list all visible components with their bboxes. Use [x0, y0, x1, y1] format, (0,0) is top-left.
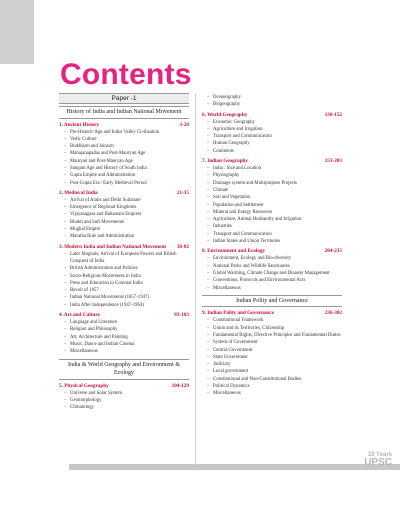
- topic-list: [59, 129, 189, 187]
- right-column: [202, 94, 342, 401]
- toc-section: [59, 190, 189, 241]
- topic-list: [202, 119, 342, 155]
- topic-item: – Conventions, Protocols and Environmental Acts: [207, 277, 342, 284]
- topic-list: [59, 319, 189, 355]
- topic-list: [59, 197, 189, 241]
- topic-item: – Press and Education in Colonial India: [64, 280, 189, 287]
- topic-item: – Arrival of Arabs and Delhi Sultanate: [64, 197, 189, 204]
- topic-list: [202, 165, 342, 245]
- topic-item: – Revolt of 1857: [64, 287, 189, 294]
- topic-item: – Mahajanapadas and Post-Mauryan Age: [64, 150, 189, 157]
- paper-label: Paper -1: [59, 93, 189, 104]
- page-title: Contents: [60, 58, 192, 91]
- topic-item: – Environment, Ecology and Bio-diversity: [207, 255, 342, 262]
- topic-item: – Economic Geography: [207, 119, 342, 126]
- footer-bar: [69, 464, 400, 470]
- part-heading: Indian Polity and Governance: [202, 295, 342, 308]
- section-title: 8. Environment and Ecology: [202, 248, 266, 255]
- part-heading: History of India and Indian National Movement: [59, 106, 189, 119]
- topic-item: – Buddhism and Jainism: [64, 143, 189, 150]
- toc-section: [59, 383, 189, 412]
- topic-item: – Biogeography: [207, 101, 342, 108]
- page-range: 21-35: [176, 189, 189, 196]
- topic-item: – Miscellaneous: [207, 285, 342, 292]
- brand-logo: [364, 452, 392, 468]
- section-title: 2. Medieval India: [59, 189, 98, 196]
- topic-item: – Socio-Religious Movements in India: [64, 273, 189, 280]
- topic-item: – Language and Literature: [64, 319, 189, 326]
- topic-list: [202, 317, 342, 397]
- page-range: 204-235: [324, 248, 342, 255]
- left-column: [59, 93, 189, 414]
- topic-item: – Continents: [207, 148, 342, 155]
- section-title: 3. Modern India and Indian National Movement: [59, 243, 167, 250]
- topic-list: [59, 251, 189, 309]
- topic-item: – Miscellaneous: [207, 390, 342, 397]
- section-title: 5. Physical Geography: [59, 382, 109, 389]
- topic-list: [202, 255, 342, 291]
- page-range: 104-129: [171, 382, 189, 389]
- topic-item: – System of Government: [207, 339, 342, 346]
- toc-section: [202, 310, 342, 397]
- brand-years: 32 Years: [367, 452, 392, 458]
- topic-item: – Post-Gupta Era / Early Medieval Period: [64, 180, 189, 187]
- topic-item: – Universe and Solar System: [64, 390, 189, 397]
- topic-item: – India : Size and Location: [207, 165, 342, 172]
- topic-item: – Climate: [207, 187, 342, 194]
- topic-item: – Agriculture, Animal Husbandry and Irrigation: [207, 216, 342, 223]
- page-range: 130-152: [324, 111, 342, 118]
- page-range: 3-20: [179, 121, 189, 128]
- topic-item: – Mineral and Energy Resources: [207, 209, 342, 216]
- topic-item: – Human Geography: [207, 140, 342, 147]
- brand-exam: UPSC: [364, 457, 392, 468]
- topic-item: – Maratha Rule and Administration: [64, 233, 189, 240]
- section-heading[interactable]: [202, 248, 342, 255]
- topic-item: – Judiciary: [207, 361, 342, 368]
- topic-item: – Transport and Communication: [207, 231, 342, 238]
- section-title: 9. Indian Polity and Governance: [202, 310, 274, 317]
- topic-list: [202, 94, 342, 109]
- toc-section: [202, 94, 342, 109]
- topic-item: – Central Government: [207, 347, 342, 354]
- topic-item: – Vijayanagara and Bahamani Empires: [64, 211, 189, 218]
- part-heading: India & World Geography and Environment & Ecology: [59, 359, 189, 380]
- column-divider: [195, 93, 196, 471]
- topic-item: – Pre-Historic Age and Indus Valley Civilisation: [64, 129, 189, 136]
- topic-item: – British Administration and Policies: [64, 265, 189, 272]
- topic-item: – Global Warming, Climate Change and Disaster Management: [207, 270, 342, 277]
- section-heading[interactable]: [59, 244, 189, 251]
- topic-item: – India After Independence (1947-1964): [64, 302, 189, 309]
- topic-item: – Constitutional Framework: [207, 317, 342, 324]
- topic-item: – Soil and Vegetation: [207, 194, 342, 201]
- page-range: 36-82: [176, 243, 189, 250]
- section-heading[interactable]: [59, 312, 189, 319]
- toc-section: [59, 244, 189, 309]
- topic-item: – Miscellaneous: [64, 348, 189, 355]
- topic-item: – Sangam Age and History of South India: [64, 165, 189, 172]
- page-range: 236-302: [324, 310, 342, 317]
- toc-section: [202, 248, 342, 291]
- section-heading[interactable]: [59, 190, 189, 197]
- topic-item: – National Parks and Wildlife Sanctuaries: [207, 263, 342, 270]
- topic-item: – Bhakti and Sufi Movements: [64, 219, 189, 226]
- toc-section: [202, 112, 342, 155]
- topic-item: – Geomorphology: [64, 397, 189, 404]
- topic-item: – Industries: [207, 223, 342, 230]
- topic-item: – Local government: [207, 368, 342, 375]
- section-heading[interactable]: [202, 158, 342, 165]
- topic-item: – Art, Architecture and Painting: [64, 334, 189, 341]
- section-heading[interactable]: [59, 122, 189, 129]
- section-heading[interactable]: [59, 383, 189, 390]
- topic-item: – Oceanography: [207, 94, 342, 101]
- topic-item: – Population and Settlement: [207, 202, 342, 209]
- topic-item: – Political Dynamics: [207, 383, 342, 390]
- topic-item: – Vedic Culture: [64, 136, 189, 143]
- page-range: 83-103: [174, 312, 189, 319]
- toc-section: [202, 158, 342, 245]
- topic-item: – Agriculture and Irrigation: [207, 126, 342, 133]
- corner-tab: [0, 0, 34, 64]
- topic-item: – Indian National Movements (1857-1947): [64, 294, 189, 301]
- section-heading[interactable]: [202, 112, 342, 119]
- topic-item: – Gupta Empire and Administration: [64, 172, 189, 179]
- topic-item: – Religion and Philosophy: [64, 326, 189, 333]
- section-title: 6. World Geography: [202, 111, 248, 118]
- page-range: 153-203: [324, 158, 342, 165]
- section-title: 4. Art and Culture: [59, 312, 100, 319]
- topic-item: – Emergence of Regional Kingdoms: [64, 204, 189, 211]
- topic-item: – Mauryan and Post-Mauryan Age: [64, 158, 189, 165]
- toc-section: [59, 122, 189, 187]
- topic-list: [59, 390, 189, 412]
- topic-item: – State Government: [207, 354, 342, 361]
- topic-item: – Mughal Empire: [64, 226, 189, 233]
- topic-item: – Union and its Territories, Citizenship: [207, 325, 342, 332]
- topic-item: – Indian States and Union Territories: [207, 238, 342, 245]
- topic-item: – Physiography: [207, 172, 342, 179]
- left-toc-list: [59, 106, 189, 411]
- topic-item: – Drainage system and Multipurpose Projects: [207, 180, 342, 187]
- topic-item: – Transport and Communication: [207, 133, 342, 140]
- toc-section: [59, 312, 189, 355]
- topic-item: – Climatology: [64, 404, 189, 411]
- section-title: 7. Indian Geography: [202, 158, 248, 165]
- right-toc-list: [202, 94, 342, 398]
- section-heading[interactable]: [202, 310, 342, 317]
- topic-item: – Constitutional and Non-Constitutional Bodies: [207, 376, 342, 383]
- topic-item: – Later Mughals, Arrival of European Powers and British Conquest of India: [64, 251, 189, 266]
- section-title: 1. Ancient History: [59, 121, 100, 128]
- topic-item: – Fundamental Rights, Directive Principles and Fundamental Duties: [207, 332, 342, 339]
- topic-item: – Music, Dance and Indian Cinema: [64, 341, 189, 348]
